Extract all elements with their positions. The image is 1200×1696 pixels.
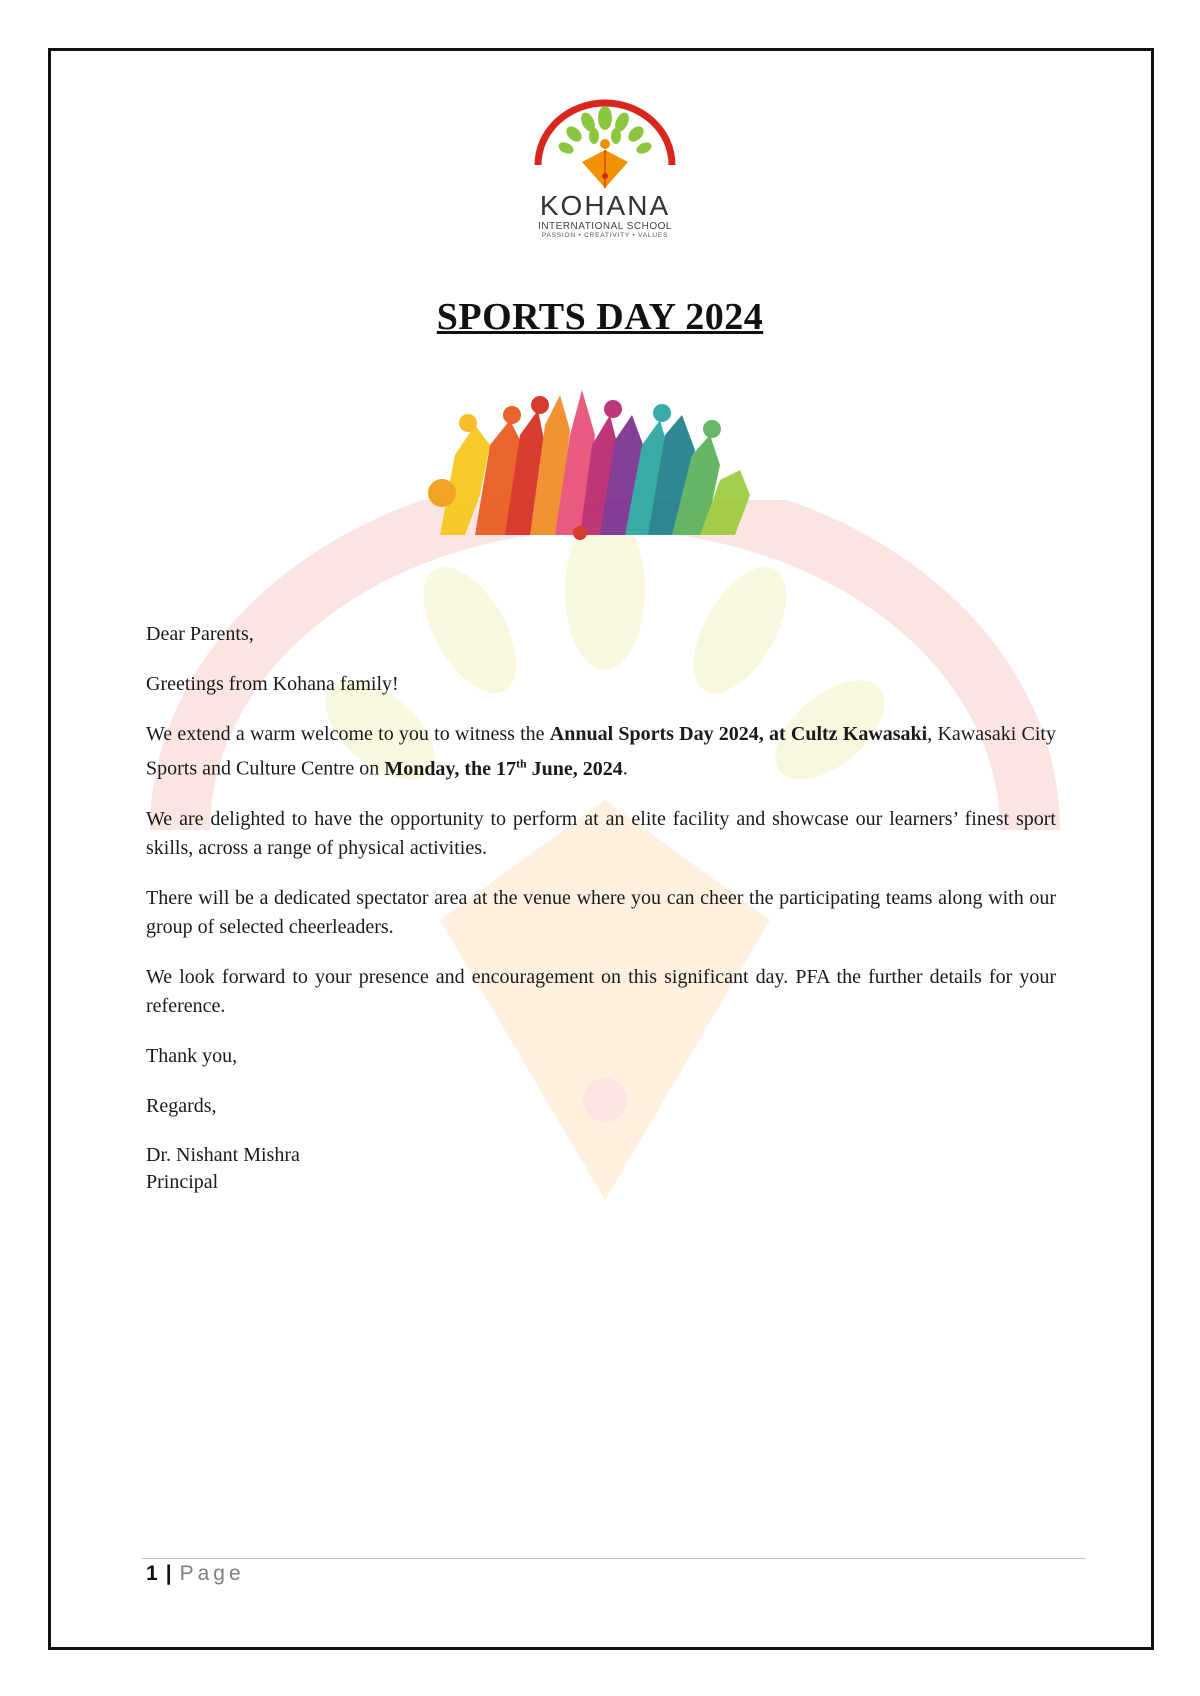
paragraph-invitation: We extend a warm welcome to you to witness the Annual Sports Day 2024, at Cultz Kawasaki, Kawasaki City Sports and Culture Centre on Monday, the 17th June, 2024. (146, 723, 1056, 780)
regards: Regards, (146, 1094, 217, 1117)
signature-block (146, 1142, 1056, 1196)
thank-you: Thank you, (146, 1044, 238, 1067)
paragraph-facility: We are delighted to have the opportunity to perform at an elite facility and showcase our learners’ finest sport skills, across a range of physical activities. (146, 807, 1056, 859)
page-label: Page (179, 1562, 245, 1585)
school-logo (530, 90, 680, 265)
logo-subtitle: INTERNATIONAL SCHOOL (538, 221, 672, 232)
signatory-name: Dr. Nishant Mishra (146, 1143, 300, 1166)
tree-emblem-icon (530, 90, 680, 195)
page-title: SPORTS DAY 2024 (436, 296, 764, 338)
page-number: 1 (146, 1562, 158, 1585)
event-date: Monday, the 17th June, 2024 (384, 756, 623, 780)
footer-separator: | (165, 1562, 172, 1585)
letter-body (146, 620, 1056, 1217)
greeting: Greetings from Kohana family! (146, 673, 399, 695)
salutation: Dear Parents, (146, 623, 254, 645)
logo-tagline: PASSION • CREATIVITY • VALUES (541, 232, 669, 239)
footer-divider (142, 1558, 1086, 1559)
page-footer (146, 1562, 245, 1586)
paragraph-closing: We look forward to your presence and encouragement on this significant day. PFA the further details for your reference. (146, 965, 1056, 1017)
logo-school-name: KOHANA (539, 190, 671, 221)
paragraph-spectators: There will be a dedicated spectator area at the venue where you can cheer the participating teams along with our group of selected cheerleaders. (146, 886, 1056, 938)
event-name: Annual Sports Day 2024, at Cultz Kawasaki (549, 723, 928, 745)
signatory-role: Principal (146, 1170, 219, 1193)
athletes-illustration (420, 385, 760, 545)
